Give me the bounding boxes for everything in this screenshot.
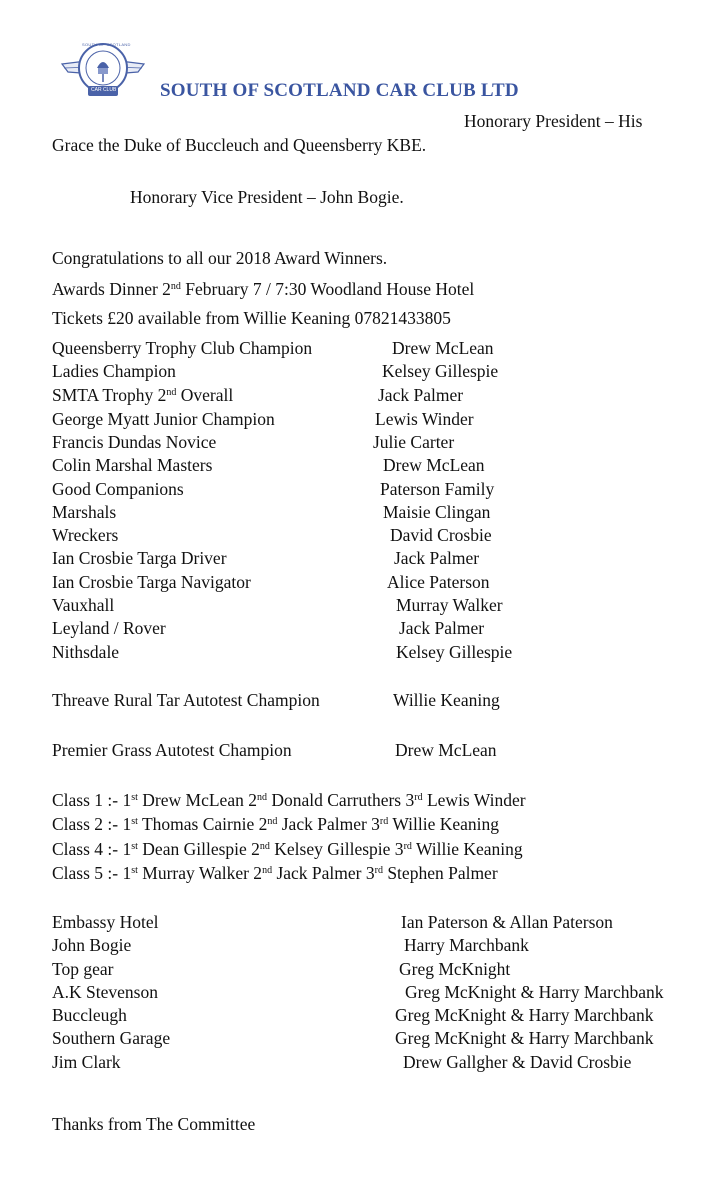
ordinal: nd [267,816,278,827]
trophy-winner: Drew Gallgher & David Crosbie [403,1052,632,1072]
trophy-name: John Bogie [52,935,132,955]
award-name: Ian Crosbie Targa Navigator [52,572,251,592]
class-text: Willie Keaning [411,839,523,859]
ordinal: nd [262,865,273,876]
hon-president-line2: Grace the Duke of Buccleuch and Queensberry KBE. [52,135,427,155]
award-winner: Paterson Family [380,479,495,499]
class-text: Drew McLean 2 [137,790,257,810]
award-name: Queensberry Trophy Club Champion [52,338,313,358]
award-name: Francis Dundas Novice [52,432,217,452]
autotest-name: Premier Grass Autotest Champion [52,740,292,760]
award-name-pre: SMTA Trophy 2 [52,385,167,405]
trophy-name: Top gear [52,959,114,979]
ordinal: nd [256,792,267,803]
class-text: Donald Carruthers 3 [266,790,415,810]
award-name: Nithsdale [52,642,120,662]
award-name: Ian Crosbie Targa Driver [52,548,227,568]
class-text: Dean Gillespie 2 [137,839,260,859]
trophy-winner: Greg McKnight & Harry Marchbank [395,1028,654,1048]
award-winner: Maisie Clingan [383,502,491,522]
page-title: SOUTH OF SCOTLAND CAR CLUB LTD [160,80,519,101]
dinner-pre: Awards Dinner 2 [52,279,171,299]
ordinal: nd [259,841,270,852]
award-winner: Drew McLean [392,338,494,358]
class-text: Thomas Cairnie 2 [137,814,268,834]
trophy-name: A.K Stevenson [52,982,158,1002]
class-text: Stephen Palmer [382,863,498,883]
award-name: Vauxhall [52,595,115,615]
ordinal: st [131,816,138,827]
award-name: Leyland / Rover [52,618,166,638]
class-result [52,863,498,883]
autotest-winner: Drew McLean [395,740,497,760]
trophy-name: Buccleugh [52,1005,127,1025]
award-name: Marshals [52,502,117,522]
award-name: Wreckers [52,525,119,545]
class-result [52,839,523,859]
trophy-winner: Greg McKnight [399,959,511,979]
autotest-name: Threave Rural Tar Autotest Champion [52,690,320,710]
award-name: Ladies Champion [52,361,176,381]
class-text: Jack Palmer 3 [272,863,375,883]
award-name [52,385,233,405]
award-winner: David Crosbie [390,525,492,545]
trophy-name: Southern Garage [52,1028,171,1048]
ordinal: rd [374,865,383,876]
class-text: Kelsey Gillespie 3 [269,839,404,859]
ordinal: rd [414,792,423,803]
logo-text-bottom: CAR CLUB [91,87,117,93]
dinner-post: February 7 / 7:30 Woodland House Hotel [180,279,475,299]
trophy-winner: Greg McKnight & Harry Marchbank [405,982,664,1002]
trophy-winner: Ian Paterson & Allan Paterson [401,912,613,932]
club-logo [60,38,146,102]
trophy-winner: Greg McKnight & Harry Marchbank [395,1005,654,1025]
award-name: George Myatt Junior Champion [52,409,275,429]
class-label: Class 1 :- 1 [52,790,132,810]
award-winner: Kelsey Gillespie [396,642,513,662]
award-winner: Drew McLean [383,455,485,475]
award-winner: Julie Carter [373,432,455,452]
class-text: Jack Palmer 3 [277,814,380,834]
class-result [52,790,526,810]
dinner-line [52,279,474,299]
class-text: Lewis Winder [422,790,526,810]
ordinal: st [131,865,138,876]
class-label: Class 2 :- 1 [52,814,132,834]
award-winner: Jack Palmer [378,385,464,405]
class-label: Class 4 :- 1 [52,839,132,859]
award-winner: Alice Paterson [387,572,490,592]
award-winner: Kelsey Gillespie [382,361,499,381]
hon-vice-president: Honorary Vice President – John Bogie. [130,187,404,207]
thanks-line: Thanks from The Committee [52,1114,256,1134]
class-text: Willie Keaning [388,814,500,834]
ordinal: rd [403,841,412,852]
autotest-winner: Willie Keaning [393,690,500,710]
trophy-winner: Harry Marchbank [404,935,529,955]
congrats-line: Congratulations to all our 2018 Award Winners. [52,248,388,268]
award-name: Colin Marshal Masters [52,455,213,475]
trophy-name: Embassy Hotel [52,912,159,932]
tickets-line: Tickets £20 available from Willie Keaning 07821433805 [52,308,451,328]
award-winner: Jack Palmer [394,548,480,568]
award-winner: Jack Palmer [399,618,485,638]
dinner-sup: nd [170,281,181,292]
class-label: Class 5 :- 1 [52,863,132,883]
award-winner: Murray Walker [396,595,503,615]
ordinal: st [131,841,138,852]
award-winner: Lewis Winder [375,409,474,429]
ordinal: rd [379,816,389,827]
logo-text-top: SOUTH OF SCOTLAND [82,42,131,47]
class-result [52,814,499,834]
trophy-name: Jim Clark [52,1052,121,1072]
award-name-sup: nd [166,387,177,398]
award-name-post: Overall [176,385,234,405]
hon-president-line1: Honorary President – His [464,111,643,131]
award-name: Good Companions [52,479,184,499]
class-text: Murray Walker 2 [137,863,263,883]
ordinal: st [131,792,138,803]
